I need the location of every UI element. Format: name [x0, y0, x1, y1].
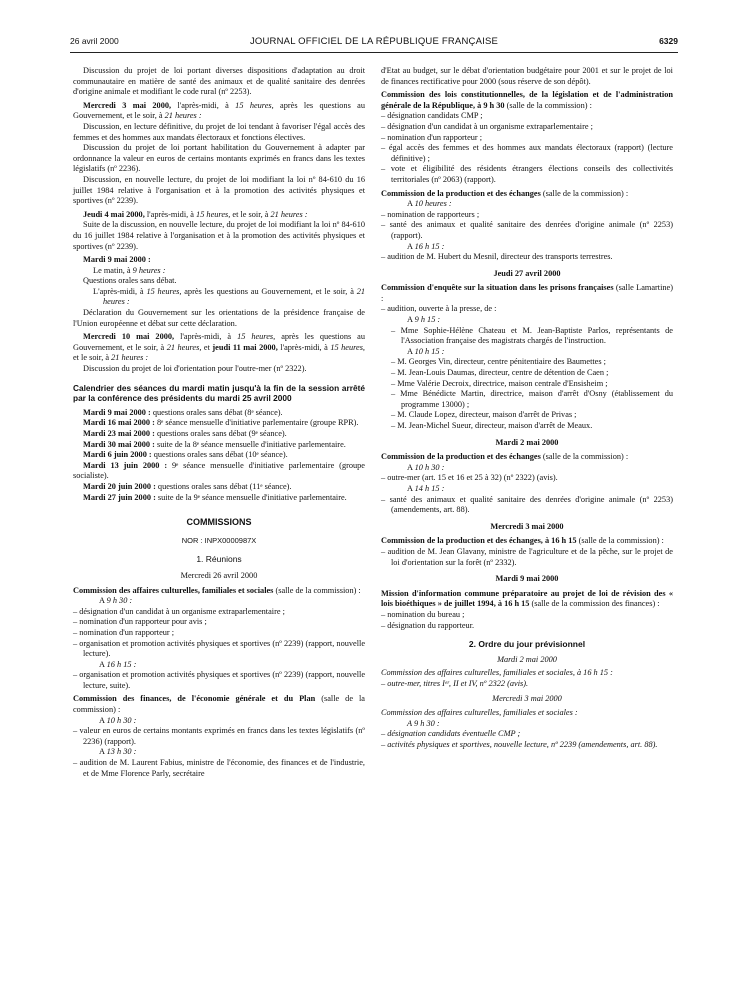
agenda-item: – organisation et promotion activités physiques et sportives (nº 2239) (rapport, nouvelle lecture). [73, 638, 365, 659]
calendar-text: questions orales sans débat (10ᵉ séance). [151, 450, 288, 460]
text-run: l'après-midi, à [171, 100, 236, 110]
time-value: 10 h 30 : [414, 462, 445, 472]
agenda-item: – activités physiques et sportives, nouvelle lecture, nº 2239 (amendements, art. 88). [381, 739, 658, 749]
commission-line [73, 694, 365, 715]
sitting-time: 9 heures : [132, 265, 166, 275]
agenda-item: – audition de M. Jean Glavany, ministre de l'agriculture et de la pêche, sur le projet de loi d'orientation sur la forêt (nº 2332). [381, 546, 673, 567]
time-slot [381, 199, 673, 210]
agenda-list [381, 495, 673, 516]
page-header [70, 36, 678, 50]
agenda-item: – santé des animaux et qualité sanitaire des denrées d'origine animale (nº 2253) (amendements, art. 88). [381, 494, 673, 515]
agenda-list [381, 326, 673, 347]
sitting-time: 21 heures : [111, 353, 149, 363]
calendar-text: 8ᵉ séance mensuelle d'initiative parlementaire (groupe RPR). [154, 418, 359, 428]
time-slot [73, 660, 365, 671]
time-prefix: A [407, 346, 415, 356]
header-rule [70, 52, 678, 53]
agenda-item: – outre-mer (art. 15 et 16 et 25 à 32) (nº 2322) (avis). [381, 473, 558, 483]
agenda-item: – désignation d'un candidat à un organisme extraparlementaire ; [381, 121, 593, 131]
calendar-text: suite de la 9ᵉ séance mensuelle d'initiative parlementaire. [155, 492, 347, 502]
agenda-item: – M. Jean-Louis Daumas, directeur, centre de détention de Caen ; [391, 368, 609, 378]
commission-line: Commission des affaires culturelles, familiales et sociales, à 16 h 15 : [381, 668, 613, 678]
time-value: 10 heures : [414, 199, 452, 209]
time-prefix: A [99, 747, 107, 757]
time-value: 9 h 30 : [414, 718, 440, 728]
calendar-date: Mardi 9 mai 2000 : [83, 407, 151, 417]
paragraph: Discussion du projet de loi portant diverses dispositions d'adaptation au droit communautaire en matière de santé des animaux et de qualité sanitaire des denrées d'origine animale et modifiant le code rural (nº 2253). [73, 66, 365, 97]
sitting-line [73, 210, 365, 221]
sitting-time: 15 heures, [146, 286, 182, 296]
agenda-item: – vote et éligibilité des résidents étrangers élections conseils des collectivités territoriales (nº 2063) (rapport). [381, 164, 673, 184]
day-heading: Mardi 9 mai 2000 [495, 574, 559, 584]
paragraph: Discussion, en nouvelle lecture, du projet de loi modifiant la loi nº 84-610 du 16 juillet 1984 relative à l'organisation et à la promotion des activités physiques et sportives (nº 2239). [73, 174, 365, 206]
day-heading: Mercredi 3 mai 2000 [492, 694, 562, 704]
paragraph: Questions orales sans débat. [83, 276, 177, 286]
time-prefix: A [99, 596, 107, 606]
agenda-list [381, 547, 673, 568]
agenda-item: – audition de M. Laurent Fabius, ministre de l'économie, des finances et de l'industrie, et de Mme Florence Parly, secrétaire [73, 758, 365, 778]
agenda-item: – nomination d'un rapporteur ; [381, 132, 483, 142]
nor-reference: NOR : INPX0000987X [181, 535, 257, 545]
time-slot [381, 719, 673, 730]
time-slot [73, 596, 365, 607]
page-number: 6329 [659, 36, 678, 46]
time-prefix: A [407, 315, 415, 325]
calendar-entry [73, 429, 365, 440]
commission-name: Commission de la production et des échanges, à 16 h 15 [381, 536, 577, 546]
commission-line [73, 586, 365, 597]
calendar-text: suite de la 8ᵉ séance mensuelle d'initiative parlementaire. [154, 439, 346, 449]
text-run: après les questions au Gouvernement, et le soir, à [73, 332, 365, 352]
day-heading: Mercredi 26 avril 2000 [180, 570, 258, 580]
calendar-date: Mardi 6 juin 2000 : [83, 450, 152, 460]
sitting-time: 15 heures, [235, 100, 274, 110]
time-value: 10 h 15 : [414, 346, 445, 356]
time-prefix: A [407, 241, 415, 251]
agenda-item: – désignation d'un candidat à un organisme extraparlementaire ; [73, 606, 285, 616]
sitting-line [73, 287, 365, 308]
time-value: 9 h 30 : [106, 596, 133, 606]
sitting-date: jeudi 11 mai 2000, [212, 342, 278, 352]
agenda-item: – nomination d'un rapporteur pour avis ; [73, 617, 207, 627]
commission-name: Commission des affaires culturelles, familiales et sociales [73, 585, 274, 595]
calendar-date: Mardi 23 mai 2000 : [83, 429, 155, 438]
agenda-item: – M. Claude Lopez, directeur, maison d'arrêt de Privas ; [391, 410, 577, 420]
agenda-item: – Mme Valérie Decroix, directrice, maison centrale d'Ensisheim ; [391, 378, 608, 388]
text-run: l'après-midi, à [277, 342, 331, 352]
section-heading-ordre: 2. Ordre du jour prévisionnel [468, 639, 586, 650]
commission-line: Commission des affaires culturelles, familiales et sociales : [381, 708, 578, 718]
time-slot [73, 716, 365, 727]
header-date: 26 avril 2000 [70, 36, 119, 46]
sitting-date: Mercredi 10 mai 2000, [83, 332, 175, 342]
time-slot [381, 315, 673, 326]
calendar-entry [73, 408, 365, 419]
calendar-text: questions orales sans débat (8ᵉ séance). [150, 407, 283, 417]
sitting-time: 21 heures : [270, 209, 308, 219]
commission-room: (salle de la commission) : [73, 694, 365, 715]
agenda-item: – nomination du bureau ; [381, 609, 465, 619]
agenda-list [381, 473, 673, 484]
calendar-date: Mardi 20 juin 2000 : [83, 481, 156, 491]
time-prefix: A [99, 659, 107, 669]
agenda-list [73, 670, 365, 691]
agenda-item: – audition, ouverte à la presse, de : [381, 304, 497, 314]
agenda-list [381, 111, 673, 185]
right-column [381, 66, 673, 750]
paragraph: Discussion du projet de loi portant habilitation du Gouvernement à adapter par ordonnance la valeur en euros de certains montants exprimés en francs dans les textes législatifs (nº 2236). [73, 143, 365, 174]
agenda-item: – nomination d'un rapporteur ; [73, 627, 175, 637]
calendar-date: Mardi 27 juin 2000 : [83, 492, 156, 502]
agenda-item: – Mme Bénédicte Martin, directrice, maison d'arrêt d'Osny (établissement du programme 13000) ; [391, 389, 673, 409]
journal-title: JOURNAL OFFICIEL DE LA RÉPUBLIQUE FRANÇAISE [249, 36, 499, 47]
agenda-item: – désignation candidats éventuelle CMP ; [381, 729, 521, 739]
calendar-text: questions orales sans débat (11ᵉ séance). [155, 481, 292, 491]
time-slot [381, 242, 673, 253]
text-run: Le matin, à [93, 265, 133, 275]
sitting-line [73, 101, 365, 122]
sitting-time: 21 heures, [166, 342, 202, 352]
agenda-list [73, 758, 365, 779]
time-prefix: A [407, 199, 415, 209]
time-prefix: A [99, 715, 107, 725]
paragraph: d'Etat au budget, sur le débat d'orientation budgétaire pour 2001 et sur le projet de loi de finances rectificative pour 2000 (sous réserve de son dépôt). [381, 66, 673, 86]
text-run: et le soir, à [230, 209, 271, 219]
text-run: et le soir, à [73, 353, 112, 363]
agenda-item: – outre-mer, titres Iᵉʳ, II et IV, nº 2322 (avis). [381, 678, 529, 688]
calendar-text: questions orales sans débat (9ᵉ séance). [154, 429, 287, 438]
commission-room: (salle de la commission) : [540, 452, 629, 462]
sitting-date: Mardi 9 mai 2000 : [83, 255, 151, 265]
sitting-line [73, 332, 365, 364]
text-run: après les questions au Gouvernement, et le soir, à [73, 100, 365, 121]
commission-line [381, 536, 673, 547]
time-slot [73, 747, 365, 758]
calendar-entry [73, 461, 365, 482]
agenda-list [381, 610, 673, 631]
time-prefix: A [407, 483, 415, 493]
calendar-date: Mardi 13 juin 2000 : [83, 460, 168, 470]
time-value: 9 h 15 : [414, 315, 441, 325]
agenda-item: – Mme Sophie-Hélène Chateau et M. Jean-Baptiste Parlos, représentants de l'Association française des magistrats chargés de l'instruction. [391, 325, 673, 346]
commission-name: Commission de la production et des échanges [381, 452, 541, 462]
time-value: 10 h 30 : [106, 715, 137, 725]
day-heading: Mercredi 3 mai 2000 [490, 521, 564, 531]
time-value: 16 h 15 : [414, 241, 445, 251]
calendar-date: Mardi 30 mai 2000 : [83, 439, 155, 449]
text-run: et [201, 342, 213, 352]
agenda-list [73, 726, 365, 747]
agenda-list [381, 252, 673, 263]
paragraph: Discussion du projet de loi d'orientation pour l'outre-mer (nº 2322). [83, 364, 307, 374]
calendar-entry [73, 482, 365, 493]
calendar-title: Calendrier des séances du mardi matin jusqu'à la fin de la session arrêté par la conférence des présidents du mardi 25 avril 2000 [73, 382, 365, 404]
paragraph: Discussion, en lecture définitive, du projet de loi tendant à favoriser l'égal accès des femmes et des hommes aux mandats électoraux et fonctions électives. [73, 121, 365, 142]
time-value: 14 h 15 : [414, 483, 445, 493]
time-value: 13 h 30 : [106, 747, 137, 757]
day-heading: Mardi 2 mai 2000 [495, 437, 559, 447]
text-run: après les questions au Gouvernement, et le soir, à [181, 286, 357, 296]
commission-line [381, 452, 673, 463]
agenda-item: – égal accès des femmes et des hommes aux mandats électoraux (rapport) (lecture définitive) ; [381, 143, 673, 163]
commission-line [381, 189, 673, 200]
commission-name: Mission d'information commune préparatoire au projet de loi de révision des « lois bioéthiques » de juillet 1994, à 16 h 15 [381, 588, 673, 609]
day-heading: Jeudi 27 avril 2000 [493, 268, 561, 278]
calendar-entry [73, 450, 365, 461]
time-value: 16 h 15 : [106, 659, 137, 669]
agenda-list [381, 679, 673, 690]
agenda-item: – M. Jean-Michel Sueur, directeur, maison d'arrêt de Meaux. [391, 421, 593, 430]
day-heading: Mardi 2 mai 2000 [497, 654, 557, 664]
sitting-time: 21 heures : [164, 111, 202, 121]
commission-room: (salle de la commission des finances) : [529, 599, 660, 609]
sitting-date: Jeudi 4 mai 2000, [83, 209, 145, 219]
commission-room: (salle de la commission) : [576, 536, 664, 546]
calendar-entry [73, 418, 365, 429]
commission-line [381, 90, 673, 111]
commission-line [381, 589, 673, 610]
agenda-item: – audition de M. Hubert du Mesnil, directeur des transports terrestres. [381, 252, 613, 262]
agenda-item: – organisation et promotion activités physiques et sportives (nº 2239) (rapport, nouvelle lecture, suite). [73, 670, 365, 690]
paragraph: Suite de la discussion, en nouvelle lecture, du projet de loi modifiant la loi nº 84-610 du 16 juillet 1984 relative à l'organisation et à la promotion des activités physiques et sportives (nº 2239). [73, 220, 365, 251]
left-column [73, 66, 365, 779]
agenda-item: – santé des animaux et qualité sanitaire des denrées d'origine animale (nº 2253) (rapport). [381, 220, 673, 240]
commissions-heading: COMMISSIONS [186, 517, 252, 528]
text-run: L'après-midi, à [93, 286, 147, 296]
calendar-entry [73, 440, 365, 451]
sitting-date: Mercredi 3 mai 2000, [83, 100, 172, 110]
agenda-item: – nomination de rapporteurs ; [381, 209, 480, 219]
calendar-text: 9ᵉ séance mensuelle d'initiative parlementaire (groupe socialiste). [73, 460, 365, 481]
calendar-date: Mardi 16 mai 2000 : [83, 418, 155, 428]
sitting-time: 15 heures, [330, 342, 366, 352]
paragraph: Déclaration du Gouvernement sur les orientations de la présidence française de l'Union européenne et débat sur cette déclaration. [73, 308, 365, 328]
time-slot [381, 347, 673, 358]
agenda-item: – désignation du rapporteur. [381, 620, 475, 630]
agenda-list [73, 607, 365, 660]
section-heading-reunions: 1. Réunions [196, 554, 242, 565]
agenda-item: – désignation candidats CMP ; [381, 111, 483, 121]
time-prefix: A [407, 718, 414, 728]
commission-room: (salle Lamartine) : [381, 283, 673, 303]
commission-line [381, 283, 673, 304]
time-slot [381, 463, 673, 474]
sitting-time: 21 heures : [103, 286, 365, 307]
agenda-item: – M. Georges Vin, directeur, centre pénitentiaire des Baumettes ; [391, 357, 606, 367]
text-run: l'après-midi, à [174, 332, 238, 342]
time-slot [381, 484, 673, 495]
agenda-list [381, 210, 673, 242]
commission-name: Commission de la production et des échanges [381, 188, 541, 198]
calendar-list [73, 408, 365, 503]
commission-name: Commission d'enquête sur la situation dans les prisons françaises [381, 283, 614, 293]
commission-room: (salle de la commission) : [504, 100, 592, 110]
commission-name: Commission des finances, de l'économie générale et du Plan [73, 694, 316, 704]
agenda-item: – valeur en euros de certains montants exprimés en francs dans les textes législatifs (nº 2236) (rapport). [73, 726, 365, 746]
sitting-time: 15 heures, [196, 209, 231, 219]
sitting-line [73, 266, 365, 277]
sitting-time: 15 heures, [237, 332, 276, 342]
agenda-list [381, 729, 673, 750]
time-prefix: A [407, 462, 415, 472]
commission-room: (salle de la commission) : [540, 188, 629, 198]
commission-name: Commission des lois constitutionnelles, de la législation et de l'administration générale de la République, à 9 h 30 [381, 90, 673, 110]
agenda-list [381, 357, 673, 431]
calendar-entry [73, 493, 365, 504]
text-run: l'après-midi, à [144, 209, 197, 219]
commission-room: (salle de la commission) : [273, 585, 361, 595]
